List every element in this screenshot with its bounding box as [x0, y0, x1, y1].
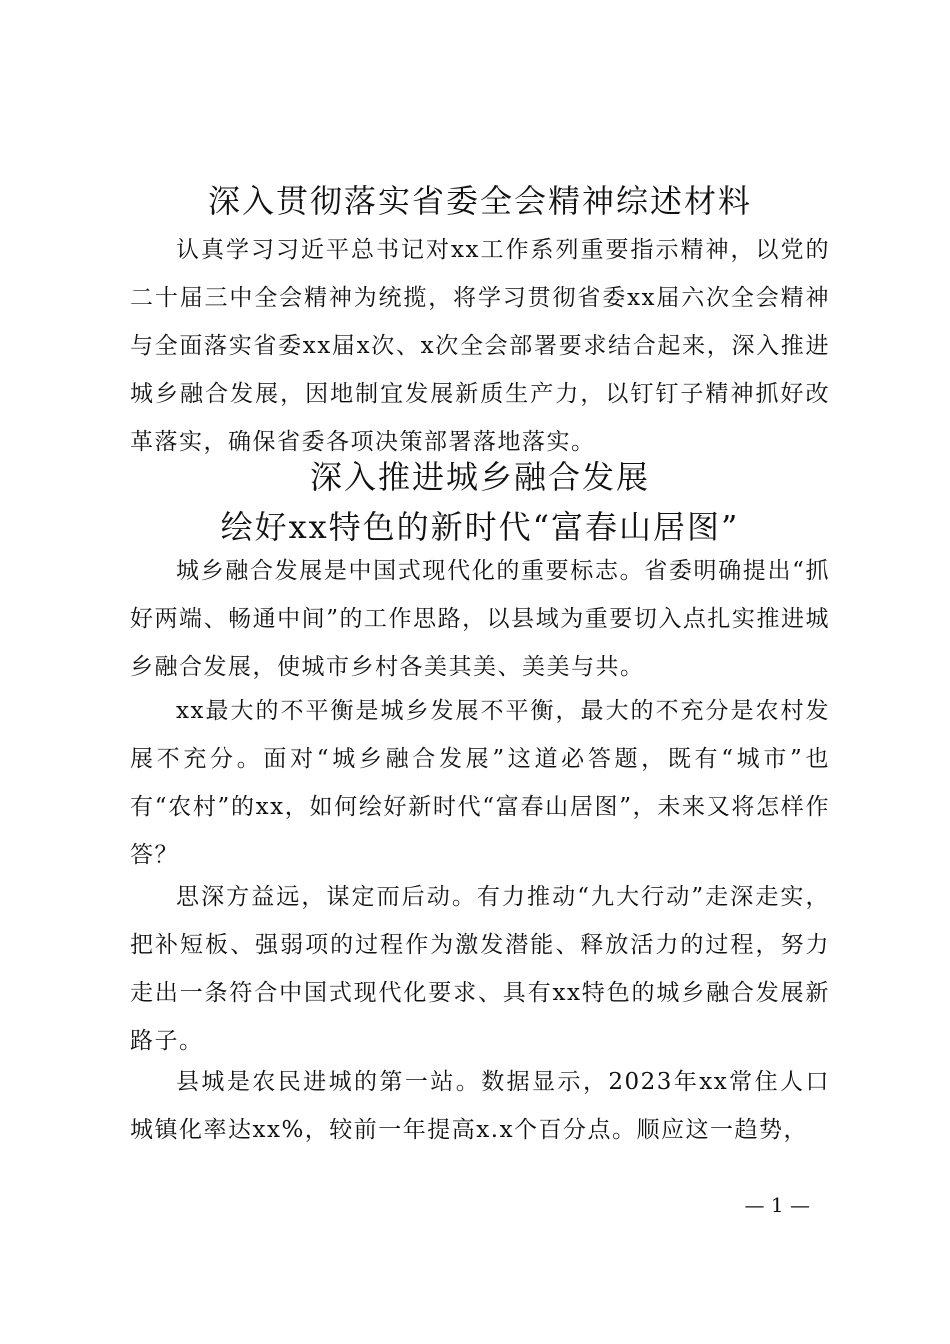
section-title-line-2: 绘好xx特色的新时代“富春山居图”	[220, 508, 740, 546]
section-title-line-1: 深入推进城乡融合发展	[309, 458, 650, 496]
intro-paragraph: 认真学习习近平总书记对xx工作系列重要指示精神，以党的二十届三中全会精神为统揽，将学习贯彻省委xx届六次全会精神与全面落实省委xx届x次、x次全会部署要求结合起来，深入推进城乡融合发展，因地制宜发展新质生产力，以钉钉子精神抓好改革落实，确保省委各项决策部署落地落实。	[130, 237, 830, 455]
page-number: — 1 —	[744, 1193, 810, 1217]
document-title: 深入贯彻落实省委全会精神综述材料	[207, 182, 752, 220]
body-paragraph-4: 县城是农民进城的第一站。数据显示，2023年xx常住人口城镇化率达xx%，较前一年提高x.x个百分点。顺应这一趋势，	[130, 1069, 830, 1143]
body-paragraph-1: 城乡融合发展是中国式现代化的重要标志。省委明确提出“抓好两端、畅通中间”的工作思路，以县域为重要切入点扎实推进城乡融合发展，使城市乡村各美其美、美美与共。	[130, 558, 830, 680]
body-paragraph-3: 思深方益远，谋定而后动。有力推动“九大行动”走深走实，把补短板、强弱项的过程作为激发潜能、释放活力的过程，努力走出一条符合中国式现代化要求、具有xx特色的城乡融合发展新路子。	[130, 884, 830, 1054]
body-paragraph-2: xx最大的不平衡是城乡发展不平衡，最大的不充分是农村发展不充分。面对“城乡融合发展”这道必答题，既有“城市”也有“农村”的xx，如何绘好新时代“富春山居图”，未来又将怎样作答？	[130, 698, 830, 868]
